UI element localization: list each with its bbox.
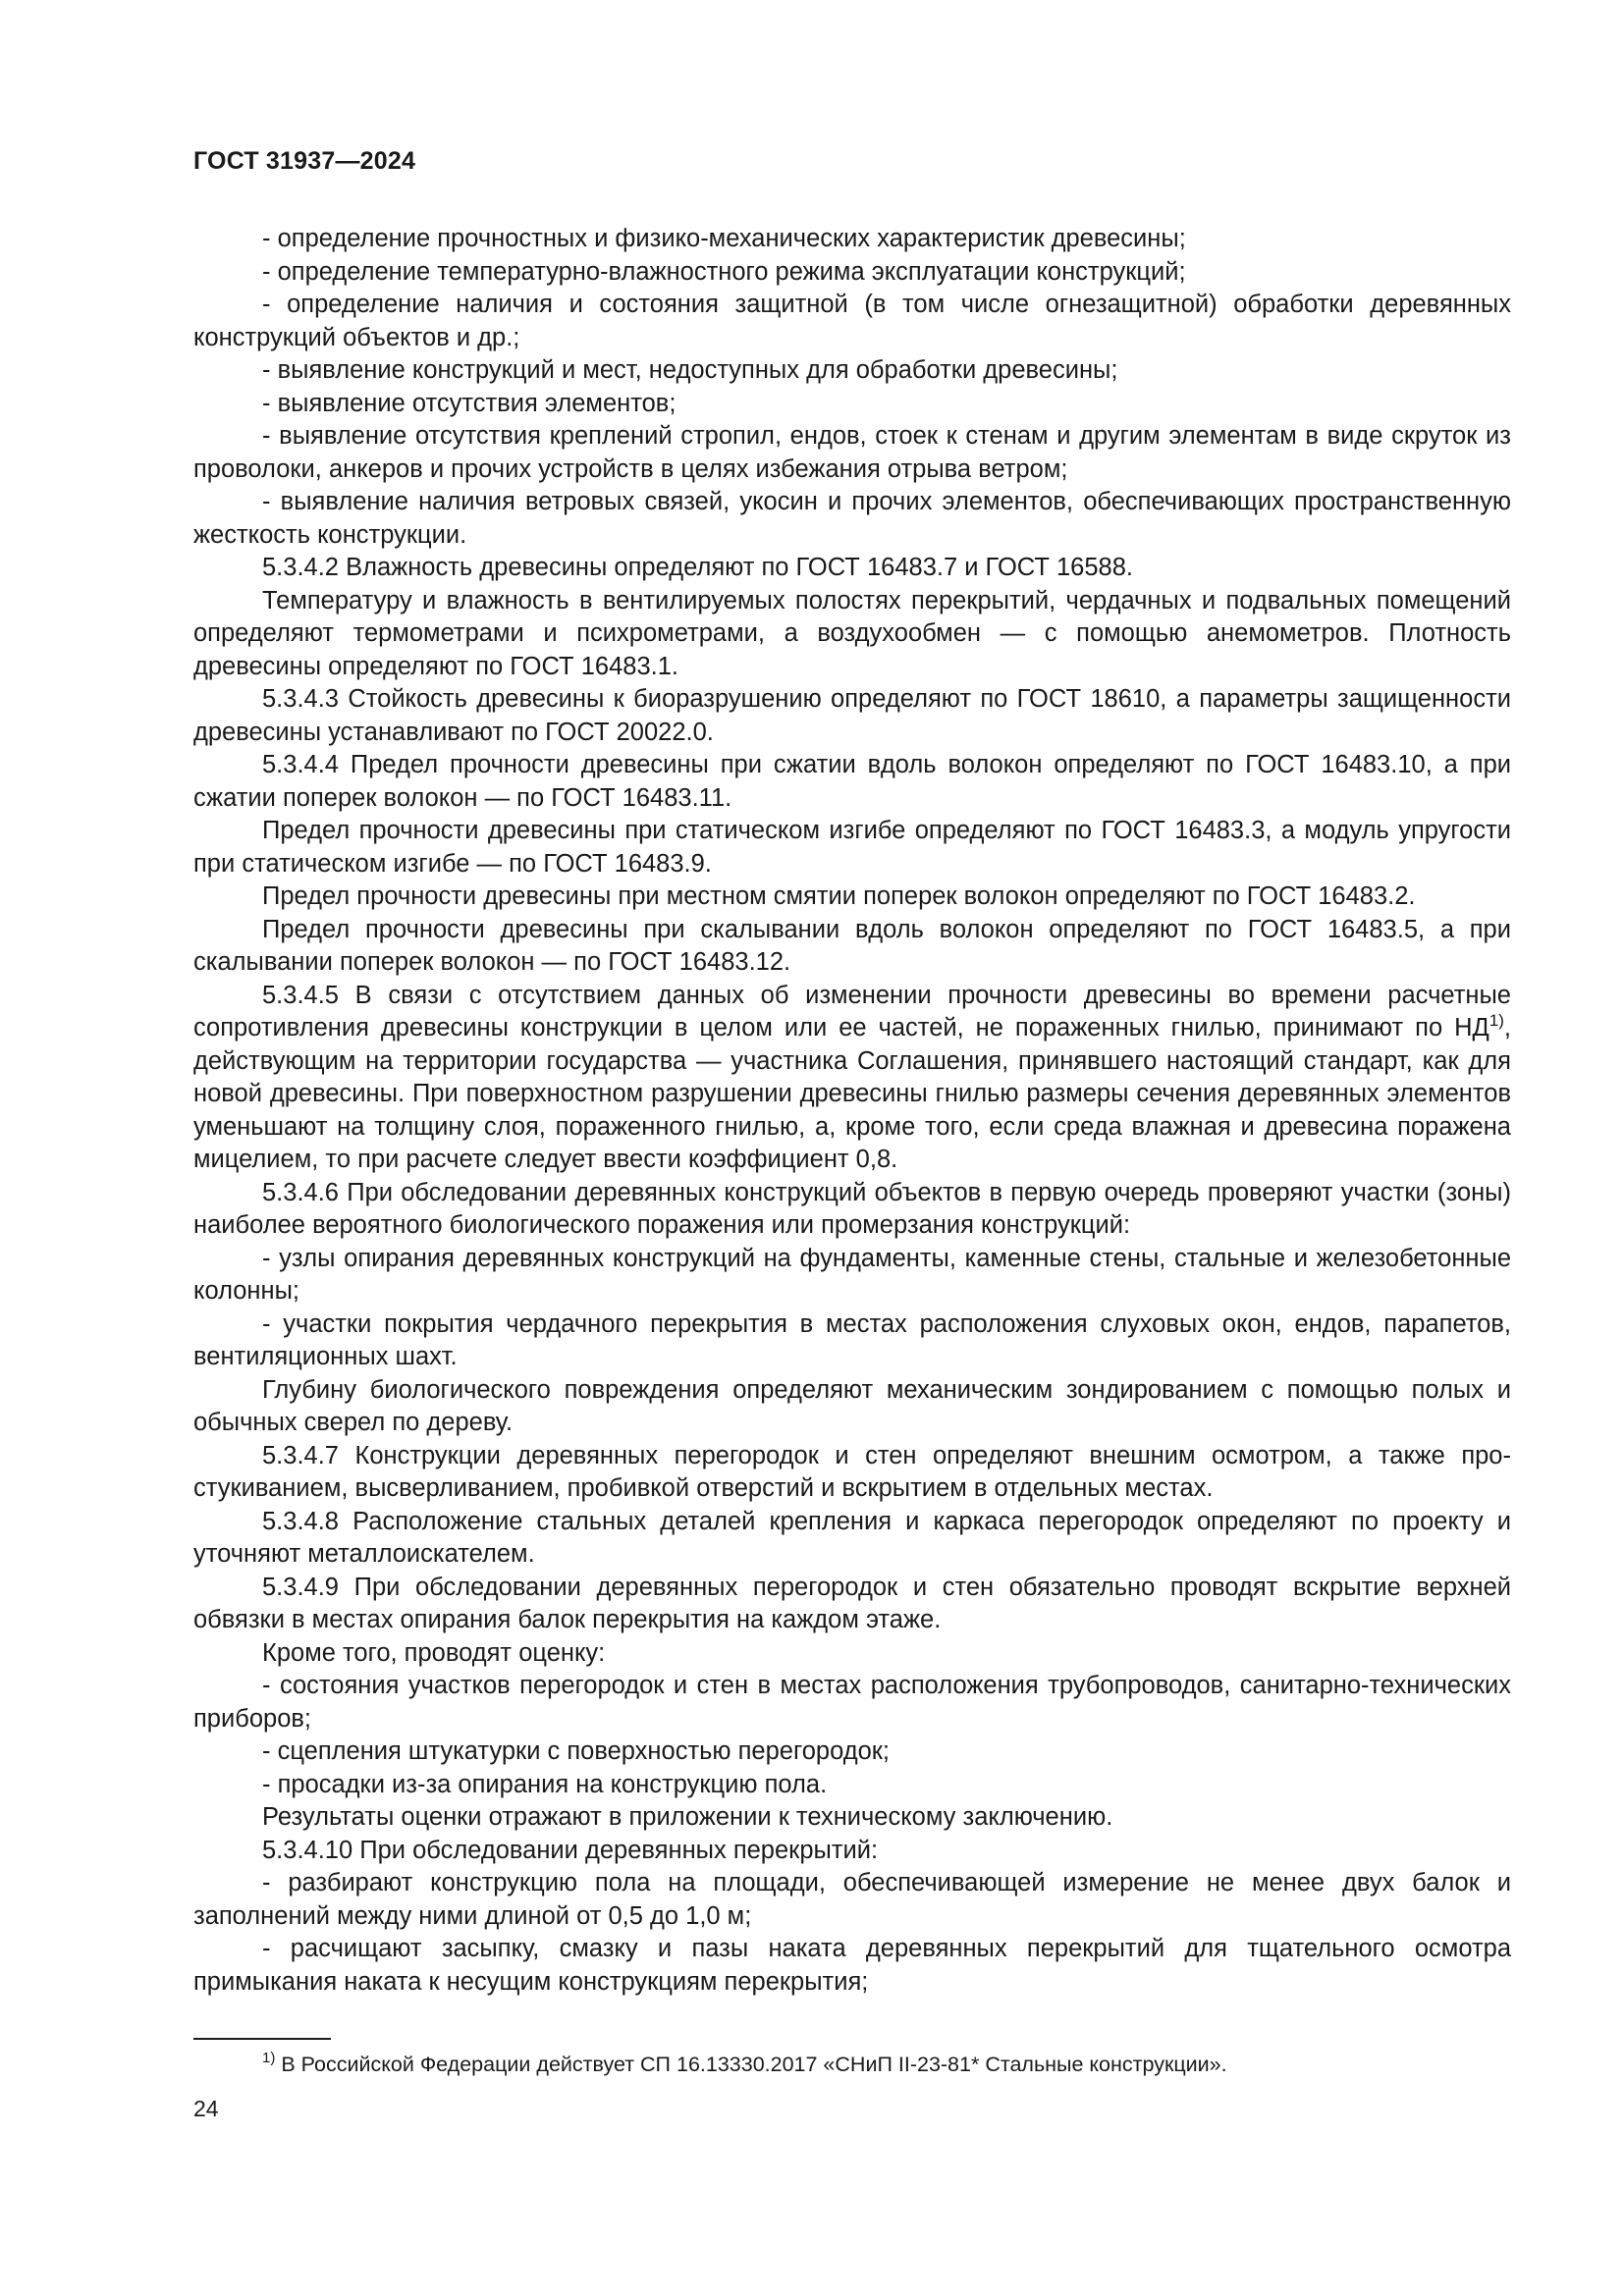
paragraph: Предел прочности древесины при скалывании вдоль волокон определяют по ГОСТ 16483.5, а при скалывании поперек волокон — по ГОСТ 16483.12. xyxy=(193,915,1511,976)
paragraph: Предел прочности древесины при статическом изгибе определяют по ГОСТ 16483.3, а модуль упругости при статическом изгибе — по ГОСТ 16483.9. xyxy=(193,817,1511,878)
paragraph: - разбирают конструкцию пола на площади, обеспечивающей измерение не менее двух балок и заполнений между ними длиной от 0,5 до 1,0 м; xyxy=(193,1869,1511,1930)
page-number: 24 xyxy=(193,2096,219,2121)
paragraph: Предел прочности древесины при местном смятии поперек волокон определяют по ГОСТ 16483.2. xyxy=(262,882,1416,910)
paragraph: - выявление отсутствия креплений стропил, ендов, стоек к стенам и другим элементам в виде скруток из проволоки, анкеров и прочих устройств в целях избежания отрыва ветром; xyxy=(193,422,1511,483)
paragraph: - выявление наличия ветровых связей, укосин и прочих элементов, обеспечивающих пространственную жесткость конструкции. xyxy=(193,488,1511,549)
footnote-text: В Российской Федерации действует СП 16.13330.2017 «СНиП II-23-81* Стальные конструкции». xyxy=(275,2053,1227,2076)
paragraph: - просадки из-за опирания на конструкцию пола. xyxy=(262,1770,828,1798)
paragraph: - расчищают засыпку, смазку и пазы наката деревянных перекрытий для тщательного осмотра примыкания наката к несущим конструкциям перекрытия; xyxy=(193,1935,1511,1996)
paragraph-text: , действующим на территории государства — участника Соглашения, принявшего настоящий стандарт, как для новой древесины. При поверхностном разрушении древесины гнилью размеры сечения деревянных элементов уменьшают на толщину слоя, пораженного гнилью, а, кроме того, если среда влажная и древесина поражена мицелием, то при расчете следует ввести коэффициент 0,8. xyxy=(193,1014,1511,1173)
footnote-reference: 1) xyxy=(1489,1011,1504,1030)
paragraph: Глубину биологического повреждения определяют механическим зондированием с помощью полых и обычных сверел по дереву. xyxy=(193,1375,1511,1436)
footnote xyxy=(262,2050,1511,2079)
paragraph: Температуру и влажность в вентилируемых полостях перекрытий, чердачных и подвальных помещений определяют термометрами и психрометрами, а воздухообмен — с помощью анемометров. Плотность древесины определяют по ГОСТ 16483.1. xyxy=(193,586,1511,680)
document-code-header: ГОСТ 31937—2024 xyxy=(193,147,416,175)
paragraph-5-3-4-5 xyxy=(193,980,1511,1177)
paragraph: 5.3.4.9 При обследовании деревянных перегородок и стен обязательно проводят вскрытие верхней обвязки в местах опирания балок перекрытия на каждом этаже. xyxy=(193,1573,1511,1633)
paragraph: - выявление отсутствия элементов; xyxy=(262,389,677,417)
paragraph: - сцепления штукатурки с поверхностью перегородок; xyxy=(262,1737,891,1765)
paragraph: 5.3.4.2 Влажность древесины определяют по ГОСТ 16483.7 и ГОСТ 16588. xyxy=(262,554,1133,581)
paragraph: Результаты оценки отражают в приложении к техническому заключению. xyxy=(262,1803,1113,1831)
paragraph: - участки покрытия чердачного перекрытия в местах расположения слуховых окон, ендов, парапетов, вентиляционных шахт. xyxy=(193,1309,1511,1370)
paragraph: 5.3.4.6 При обследовании деревянных конструкций объектов в первую очередь проверяют участки (зоны) наиболее вероятного биологического поражения или промерзания конструкций: xyxy=(193,1178,1511,1239)
body-text xyxy=(193,223,1511,1999)
paragraph: 5.3.4.3 Стойкость древесины к биоразрушению определяют по ГОСТ 18610, а параметры защищенности древесины устанавливают по ГОСТ 20022.0. xyxy=(193,685,1511,746)
paragraph: - узлы опирания деревянных конструкций на фундаменты, каменные стены, стальные и железобетонные колонны; xyxy=(193,1244,1511,1305)
paragraph: - определение температурно-влажностного режима эксплуатации конструкций; xyxy=(262,257,1186,286)
paragraph: 5.3.4.7 Конструкции деревянных перегородок и стен определяют внешним осмотром, а также простукиванием, высверливанием, пробивкой отверстий и вскрытием в отдельных местах. xyxy=(193,1441,1511,1502)
footnote-mark: 1) xyxy=(262,2050,276,2066)
paragraph: - выявление конструкций и мест, недоступных для обработки древесины; xyxy=(262,356,1118,384)
paragraph: 5.3.4.10 При обследовании деревянных перекрытий: xyxy=(262,1836,879,1864)
footnote-separator xyxy=(193,2038,331,2040)
paragraph: Кроме того, проводят оценку: xyxy=(262,1638,606,1667)
paragraph: - определение наличия и состояния защитной (в том числе огнезащитной) обработки деревянных конструкций объектов и др.; xyxy=(193,291,1511,351)
paragraph: 5.3.4.8 Расположение стальных деталей крепления и каркаса перегородок определяют по проекту и уточняют металлоискателем. xyxy=(193,1507,1511,1568)
paragraph-text: 5.3.4.5 В связи с отсутствием данных об изменении прочности древесины во времени расчетные сопротивления древесины конструкции в целом или ее частей, не пораженных гнилью, принимают по НД xyxy=(193,981,1511,1041)
paragraph: - определение прочностных и физико-механических характеристик древесины; xyxy=(262,225,1186,252)
paragraph: - состояния участков перегородок и стен в местах расположения трубопроводов, санитарно-технических приборов; xyxy=(193,1672,1511,1733)
paragraph: 5.3.4.4 Предел прочности древесины при сжатии вдоль волокон определяют по ГОСТ 16483.10, а при сжатии поперек волокон — по ГОСТ 16483.11. xyxy=(193,751,1511,812)
